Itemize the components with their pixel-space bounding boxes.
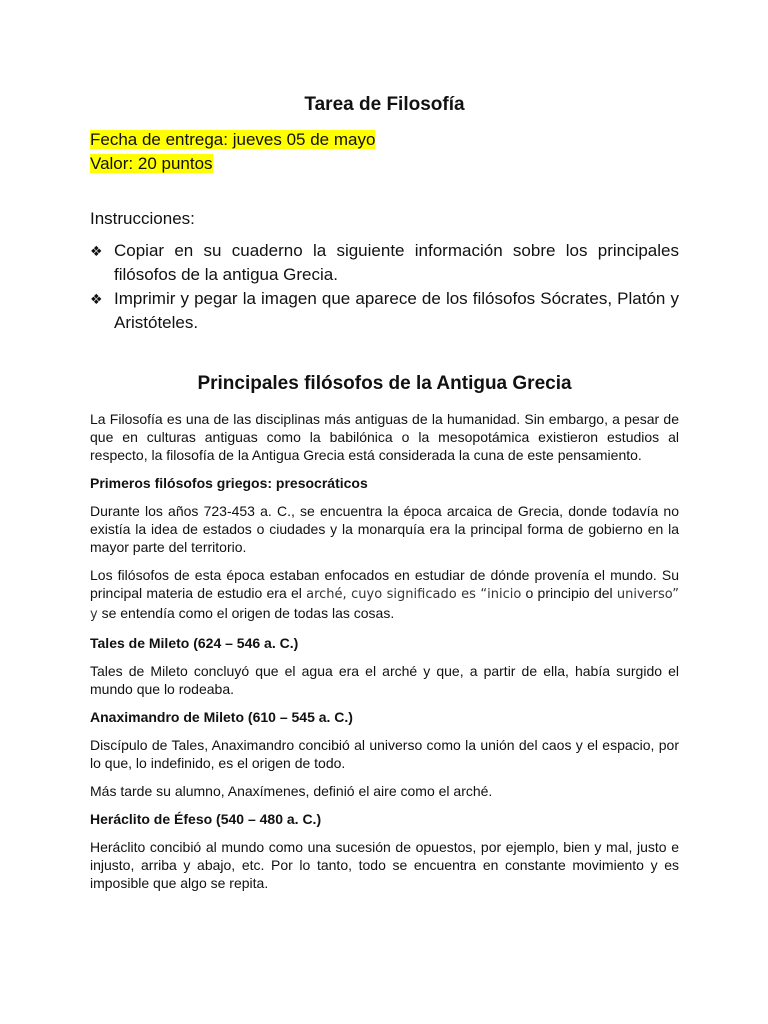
presocratic-heading: Primeros filósofos griegos: presocráticos bbox=[90, 475, 368, 491]
page-title: Tarea de Filosofía bbox=[304, 94, 465, 115]
heraclito-heading: Heráclito de Éfeso (540 – 480 a. C.) bbox=[90, 811, 322, 827]
instructions-label: Instrucciones: bbox=[90, 209, 195, 228]
intro-paragraph: La Filosofía es una de las disciplinas más antiguas de la humanidad. Sin embargo, a pesar de que en culturas antiguas como la babilónica o la mesopotámica existieron estudios al respecto, la filosofía de la Antigua Grecia está considerada la cuna de este pensamiento. bbox=[90, 411, 679, 463]
instruction-item: ❖ Copiar en su cuaderno la siguiente información sobre los principales filósofos de la antigua Grecia. bbox=[90, 241, 679, 284]
instruction-item: ❖ Imprimir y pegar la imagen que aparece de los filósofos Sócrates, Platón y Aristóteles. bbox=[90, 289, 679, 332]
tales-paragraph: Tales de Mileto concluyó que el agua era el arché y que, a partir de ella, había surgido el mundo que lo rodeaba. bbox=[90, 663, 679, 697]
presocratic-paragraph-1: Durante los años 723-453 a. C., se encuentra la época arcaica de Grecia, donde todavía no existía la idea de estados o ciudades y la monarquía era la principal forma de gobierno en la mayor parte del territorio. bbox=[90, 503, 679, 555]
article-body bbox=[90, 410, 679, 902]
assignment-value: Valor: 20 puntos bbox=[90, 154, 213, 173]
heraclito-paragraph: Heráclito concibió al mundo como una sucesión de opuestos, por ejemplo, bien y mal, justo e injusto, arriba y abajo, etc. Por lo tanto, todo se encuentra en constante movimiento y es imposible que algo se repita. bbox=[90, 839, 679, 891]
anaximandro-paragraph-1: Discípulo de Tales, Anaximandro concibió al universo como la unión del caos y el espacio, por lo que, lo indefinido, es el origen de todo. bbox=[90, 737, 679, 771]
assignment-meta bbox=[90, 128, 375, 176]
due-date: Fecha de entrega: jueves 05 de mayo bbox=[90, 130, 376, 149]
tales-heading: Tales de Mileto (624 – 546 a. C.) bbox=[90, 635, 299, 651]
anaximandro-paragraph-2: Más tarde su alumno, Anaxímenes, definió el aire como el arché. bbox=[90, 783, 493, 799]
diamond-bullet-icon: ❖ bbox=[90, 243, 103, 259]
anaximandro-heading: Anaximandro de Mileto (610 – 545 a. C.) bbox=[90, 709, 353, 725]
section-title: Principales filósofos de la Antigua Grecia bbox=[197, 373, 572, 394]
instructions-list bbox=[90, 239, 679, 335]
presocratic-paragraph-2: Los filósofos de esta época estaban enfocados en estudiar de dónde provenía el mundo. Su principal materia de estudio era el arché, cuyo significado es “inicio o principio del universo” y se entendía como el origen de todas las cosas. bbox=[90, 567, 679, 622]
diamond-bullet-icon: ❖ bbox=[90, 291, 103, 307]
